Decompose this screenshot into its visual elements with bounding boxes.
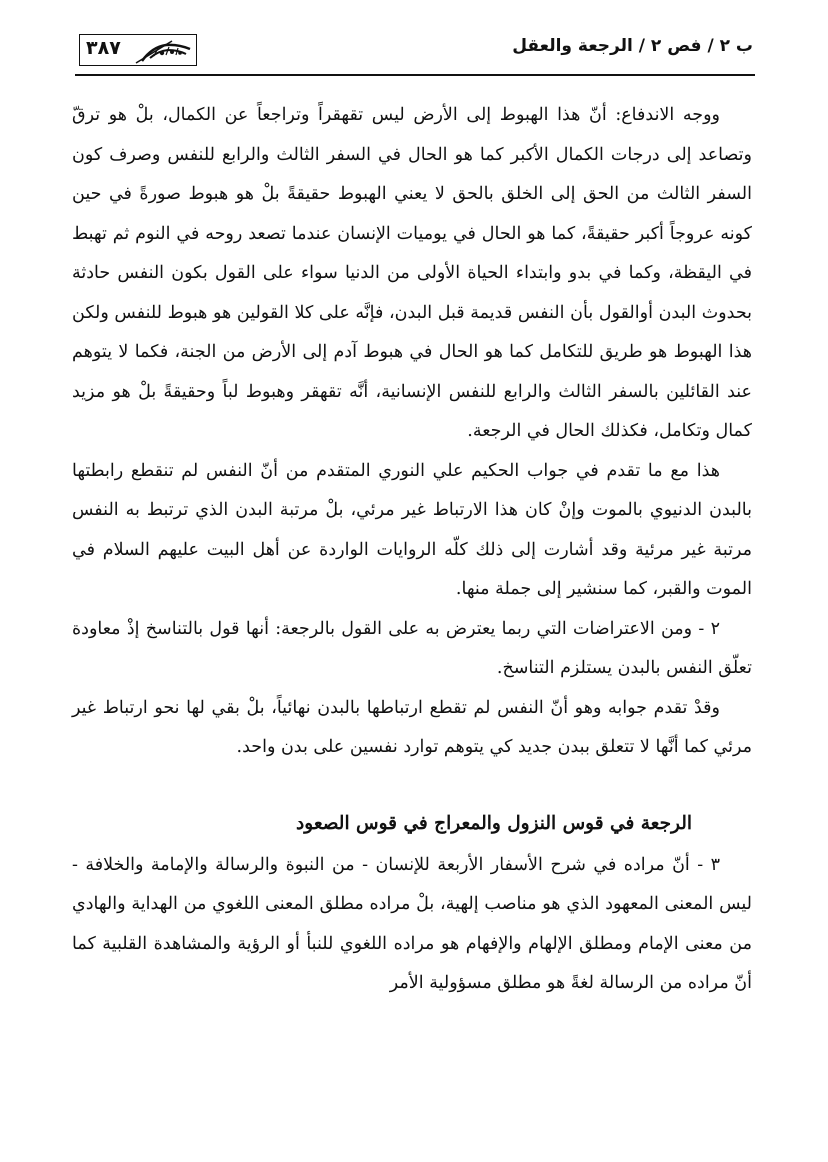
page-number-box <box>79 34 197 66</box>
running-header-title: ب ٢ / فص ٢ / الرجعة والعقل <box>512 36 753 56</box>
paragraph-3: ٢ - ومن الاعتراضات التي ربما يعترض به على القول بالرجعة: أنها قول بالتناسخ إذْ معاودة تعلّق النفس بالبدن يستلزم التناسخ. <box>72 618 752 678</box>
main-text <box>72 96 752 1004</box>
running-header <box>75 30 755 76</box>
section-heading: الرجعة في قوس النزول والمعراج في قوس الصعود <box>296 812 692 834</box>
page-number: ٣٨٧ <box>86 37 121 59</box>
section-paragraph: ٣ - أنّ مراده في شرح الأسفار الأربعة للإنسان - من النبوة والرسالة والإمامة والخلافة - ليس المعنى المعهود الذي هو مناصب إلهية، بلْ مراده مطلق المعنى اللغوي من الهداية والهادي من معنى الإمام ومطلق الإلهام والإفهام هو مراده اللغوي للنبأ أو الرؤية والمشاهدة القلبية كما أنّ مراده من الرسالة لغةً هو مطلق مسؤولية الأمر <box>72 854 752 993</box>
paragraph-1: ووجه الاندفاع: أنّ هذا الهبوط إلى الأرض ليس تقهقراً وتراجعاً عن الكمال، بلْ هو ترقّ وتصاعد إلى درجات الكمال الأكبر كما هو الحال في السفر الثالث والرابع للنفس وصرف كون السفر الثالث من الحق إلى الخلق بالحق لا يعني الهبوط حقيقةً بلْ هو هبوط صورةً في حين كونه عروجاً أكبر حقيقةً، كما هو الحال في يوميات الإنسان عندما تصعد روحه في النوم ثم تهبط في اليقظة، وكما في بدو وابتداء الحياة الأولى من الدنيا سواء على القول بكون النفس حادثة بحدوث البدن أوالقول بأن النفس قديمة قبل البدن، فإنَّه على كلا القولين هو هبوط للنفس ولكن هذا الهبوط هو طريق للتكامل كما هو الحال في هبوط آدم إلى الأرض من الجنة، فكما لا يتوهم عند القائلين بالسفر الثالث والرابع للنفس الإنسانية، أنَّه تقهقر وهبوط لباً وحقيقةً بلْ هو مزيد كمال وتكامل، فكذلك الحال في الرجعة. <box>72 105 752 441</box>
paragraph-4: وقدْ تقدم جوابه وهو أنّ النفس لم تقطع ارتباطها بالبدن نهائياً، بلْ بقي لها نحو ارتباط غير مرئي كما أنَّها لا تتعلق ببدن جديد كي يتوهم توارد نفسين على بدن واحد. <box>72 697 752 757</box>
decorative-flourish-icon <box>132 39 200 65</box>
paragraph-2: هذا مع ما تقدم في جواب الحكيم علي النوري المتقدم من أنّ النفس لم تنقطع رابطتها بالبدن الدنيوي بالموت وإنْ كان هذا الارتباط غير مرئي، بلْ مرتبة البدن الذي ترتبط به النفس مرتبة غير مرئية وقد أشارت إلى ذلك كلّه الروايات الواردة عن أهل البيت عليهم السلام في الموت والقبر، كما سنشير إلى جملة منها. <box>72 460 752 599</box>
